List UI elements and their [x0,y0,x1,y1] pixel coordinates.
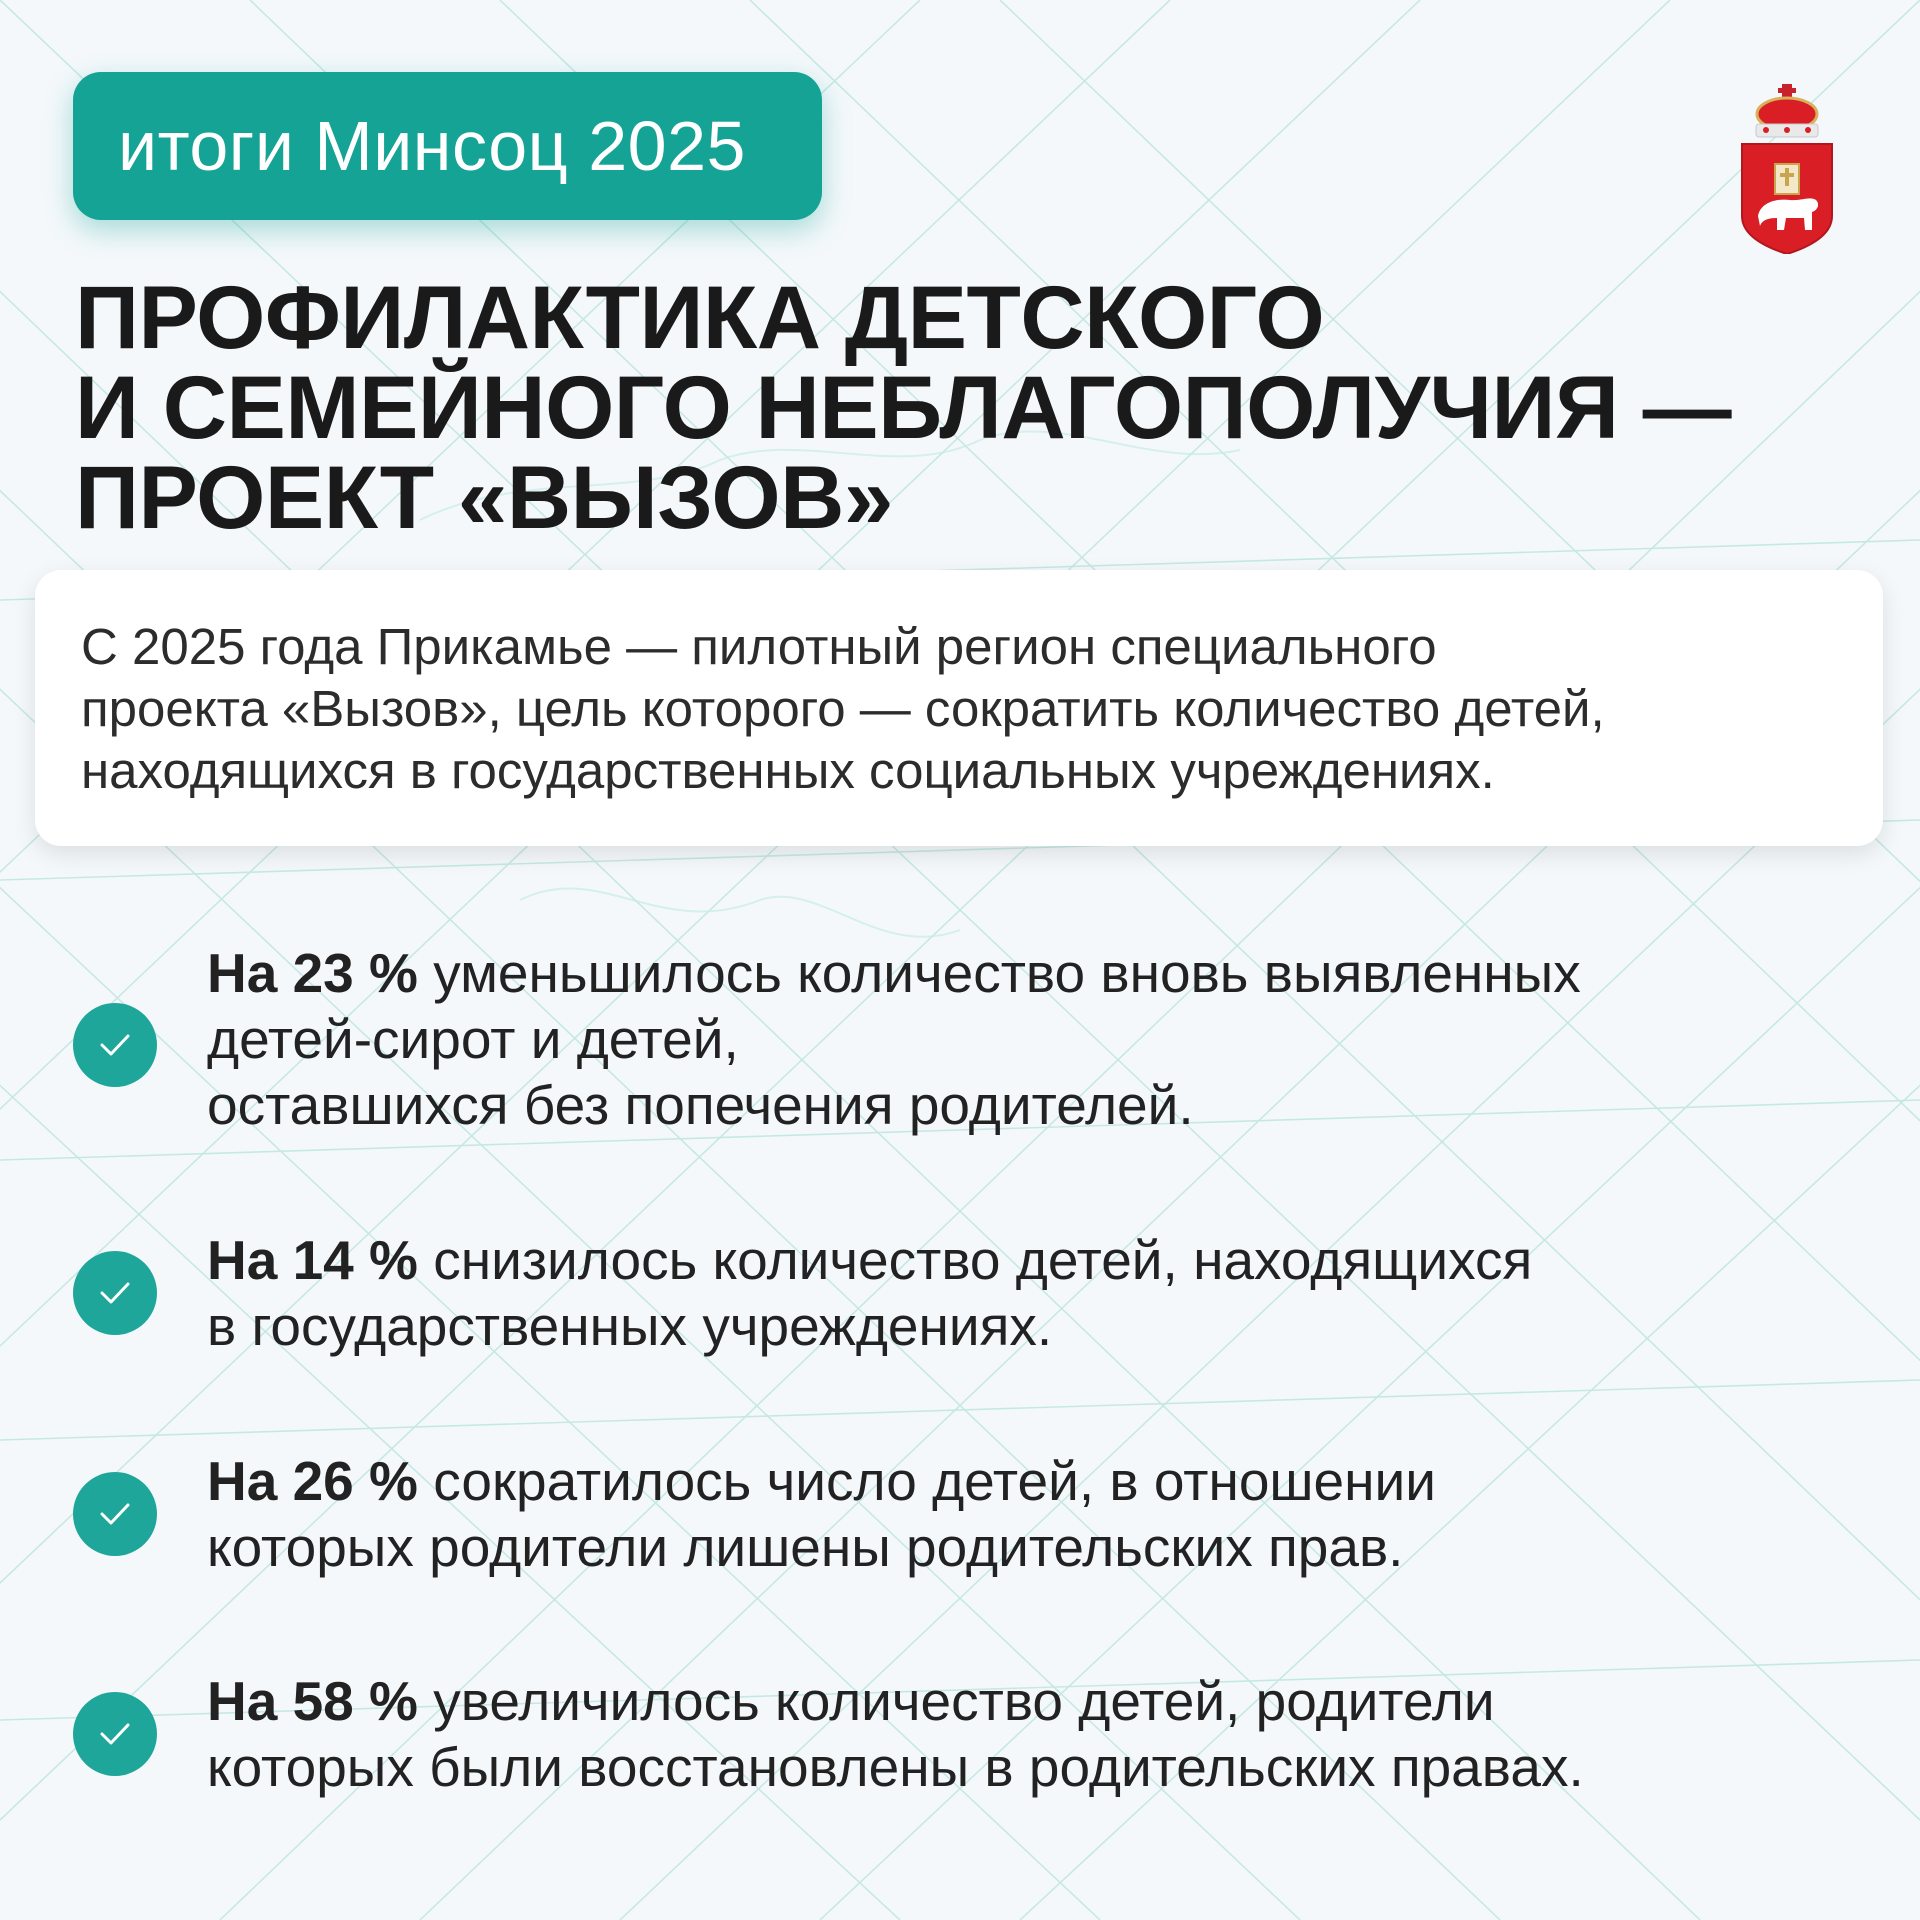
crown-icon [1756,84,1818,137]
stat-line: которых родители лишены родительских прав. [207,1516,1404,1578]
intro-card [35,570,1883,846]
stat-description: снизилось количество детей, находящихся [417,1229,1533,1291]
stat-text [207,940,1887,1138]
stat-value: На 58 % [207,1670,418,1732]
stat-description: уменьшилось количество вновь выявленных [417,942,1581,1004]
section-tag-label: итоги Минсоц 2025 [118,107,746,185]
intro-line-3: находящихся в государственных социальных учреждениях. [81,742,1495,799]
stat-value: На 26 % [207,1450,418,1512]
stat-text [207,1448,1887,1580]
title-line-2: И СЕМЕЙНОГО НЕБЛАГОПОЛУЧИЯ — [75,357,1732,457]
title-line-3: ПРОЕКТ «ВЫЗОВ» [75,447,893,547]
perm-krai-emblem [1738,84,1836,254]
stat-text [207,1668,1887,1800]
stat-text [207,1227,1887,1359]
stat-description: сократилось число детей, в отношении [417,1450,1436,1512]
page-title [75,267,1775,547]
title-line-1: ПРОФИЛАКТИКА ДЕТСКОГО [75,267,1325,367]
section-tag [73,72,822,220]
stat-value: На 14 % [207,1229,418,1291]
intro-line-2: проекта «Вызов», цель которого — сократить количество детей, [81,680,1605,737]
check-icon [73,1692,157,1776]
stat-line: оставшихся без попечения родителей. [207,1074,1194,1136]
check-icon [73,1003,157,1087]
check-icon [73,1472,157,1556]
stat-line: детей-сирот и детей, [207,1008,739,1070]
intro-text [81,616,1883,802]
stat-description: увеличилось количество детей, родители [417,1670,1495,1732]
stat-line: которых были восстановлены в родительских правах. [207,1736,1584,1798]
check-icon [73,1251,157,1335]
shield-icon [1742,144,1832,254]
intro-line-1: С 2025 года Прикамье — пилотный регион специального [81,618,1437,675]
stat-line: в государственных учреждениях. [207,1295,1053,1357]
stat-value: На 23 % [207,942,418,1004]
